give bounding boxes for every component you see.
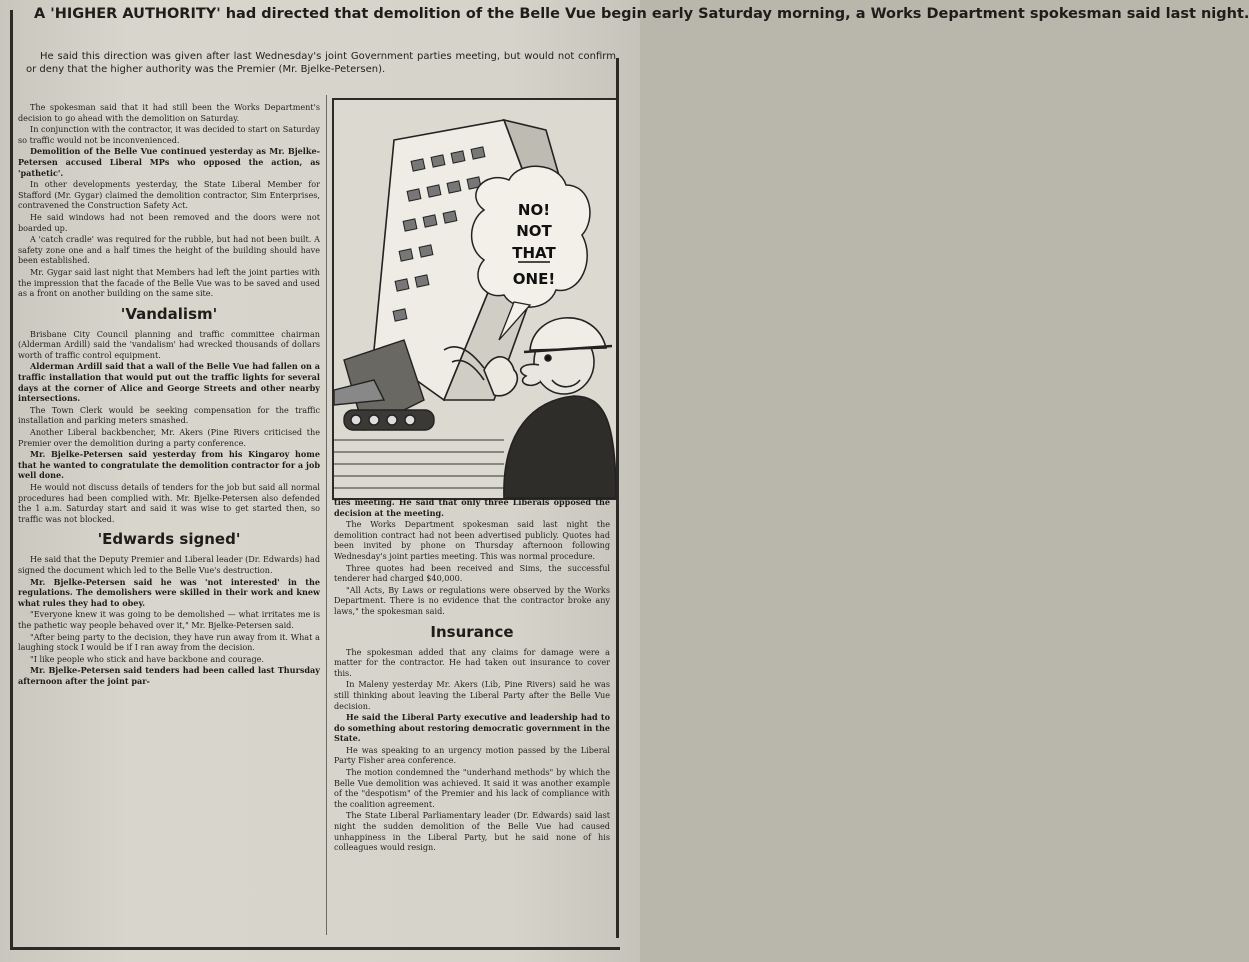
paragraph: Mr. Bjelke-Petersen said yesterday from his Kingaroy home that he wanted to congratulate the demolition contractor for a job well done.	[18, 449, 320, 481]
subheading-edwards-signed: 'Edwards signed'	[97, 530, 241, 549]
paragraph: Mr. Gygar said last night that Members had left the joint parties with the impression that the facade of the Belle Vue was to be saved and used as a front on another building on the same site.	[18, 266, 320, 299]
paragraph: Demolition of the Belle Vue continued yesterday as Mr. Bjelke-Petersen accused Liberal MPs who opposed the action, as 'pathetic'.	[18, 146, 320, 178]
paragraph: He was speaking to an urgency motion passed by the Liberal Party Fisher area conference.	[334, 744, 610, 766]
paragraph: The Works Department spokesman said last night the demolition contract had not been advertised publicly. Quotes had been invited by phone on Thursday afternoon following Wednesday's joint parties meeting. This was normal procedure.	[334, 519, 610, 561]
paragraph: Alderman Ardill said that a wall of the Belle Vue had fallen on a traffic installation that would put out the traffic lights for several days at the corner of Alice and George Streets and other nearby intersections.	[18, 361, 320, 404]
paragraph: A 'catch cradle' was required for the rubble, but had not been built. A safety zone one and a half times the height of the building should have been established.	[18, 234, 320, 266]
standfirst: He said this direction was given after last Wednesday's joint Government parties meeting, but would not confirm or deny that the higher authority was the Premier (Mr. Bjelke-Petersen).	[26, 51, 616, 75]
paragraph: Brisbane City Council planning and traffic committee chairman (Alderman Ardill) said the 'vandalism' had wrecked thousands of dollars worth of traffic control equipment.	[18, 328, 320, 360]
headline: A 'HIGHER AUTHORITY' had directed that demolition of the Belle Vue begin early Saturday morning, a Works Department spokesman said last night.	[34, 6, 1249, 22]
paragraph: The Town Clerk would be seeking compensation for the traffic installation and parking meters smashed.	[18, 404, 320, 426]
paragraph: "Everyone knew it was going to be demolished — what irritates me is the pathetic way people behaved over it," Mr. Bjelke-Petersen said.	[18, 609, 320, 630]
paragraph: The motion condemned the "underhand methods" by which the Belle Vue demolition was achieved. It said it was another example of the "despotism" of the Premier and his lack of compliance with the coalition agreement.	[334, 767, 610, 809]
speech-line-4: ONE!	[512, 270, 556, 288]
paragraph: The spokesman said that it had still been the Works Department's decision to go ahead with the demolition on Saturday.	[18, 102, 320, 123]
paragraph: In Maleny yesterday Mr. Akers (Lib, Pine Rivers) said he was still thinking about leaving the Liberal Party after the Belle Vue decision.	[334, 679, 610, 711]
paragraph: He said the Liberal Party executive and leadership had to do something about restoring democratic government in the State.	[334, 712, 610, 744]
paragraph: He said that the Deputy Premier and Liberal leader (Dr. Edwards) had signed the document which led to the Belle Vue's destruction.	[18, 554, 320, 575]
paragraph: Mr. Bjelke-Petersen said tenders had been called last Thursday afternoon after the joint par-	[18, 665, 320, 686]
subheading-insurance: Insurance	[430, 622, 514, 641]
paragraph: Another Liberal backbencher, Mr. Akers (Pine Rivers criticised the Premier over the demolition during a party conference.	[18, 427, 320, 448]
paragraph: The State Liberal Parliamentary leader (Dr. Edwards) said last night the sudden demolition of the Belle Vue had caused unhappiness in the Liberal Party, but he said none of his colleagues would resign.	[334, 810, 610, 853]
speech-line-1: NO!	[517, 201, 551, 219]
paragraph: "I like people who stick and have backbone and courage.	[30, 653, 264, 664]
paragraph: The spokesman added that any claims for damage were a matter for the contractor. He had taken out insurance to cover this.	[334, 646, 610, 678]
subheading-vandalism: 'Vandalism'	[120, 304, 218, 323]
paragraph: "All Acts, By Laws or regulations were observed by the Works Department. There is no evidence that the contractor broke any laws," the spokesman said.	[334, 584, 610, 616]
cartoon-illustration	[332, 98, 618, 500]
article-column-right	[334, 497, 610, 854]
paragraph: In other developments yesterday, the State Liberal Member for Stafford (Mr. Gygar) claimed the demolition contractor, Sim Enterprises, contravened the Construction Safety Act.	[18, 179, 320, 211]
column-divider	[326, 95, 327, 935]
bottom-border-rule	[10, 947, 620, 950]
article-column-left	[18, 102, 320, 688]
cartoon-drawing	[334, 100, 616, 498]
paragraph: ties meeting. He said that only three Liberals opposed the decision at the meeting.	[334, 497, 610, 518]
paragraph: Mr. Bjelke-Petersen said he was 'not interested' in the regulations. The demolishers were skilled in their work and knew what rules they had to obey.	[18, 576, 320, 608]
paragraph: He said windows had not been removed and the doors were not boarded up.	[18, 211, 320, 233]
speech-line-2: NOT	[516, 222, 552, 240]
paragraph: He would not discuss details of tenders for the job but said all normal procedures had been complied with. Mr. Bjelke-Petersen also defended the 1 a.m. Saturday start and said it was wise to get started then, so traffic was not blocked.	[18, 482, 320, 524]
paragraph: In conjunction with the contractor, it was decided to start on Saturday so traffic would not be inconvenienced.	[18, 124, 320, 145]
paragraph: Three quotes had been received and Sims, the successful tenderer had charged $40,000.	[334, 562, 610, 584]
paragraph: "After being party to the decision, they have run away from it. What a laughing stock I would be if I ran away from the decision.	[18, 631, 320, 653]
speech-line-3: THAT	[512, 244, 556, 262]
left-border-rule	[10, 10, 13, 950]
